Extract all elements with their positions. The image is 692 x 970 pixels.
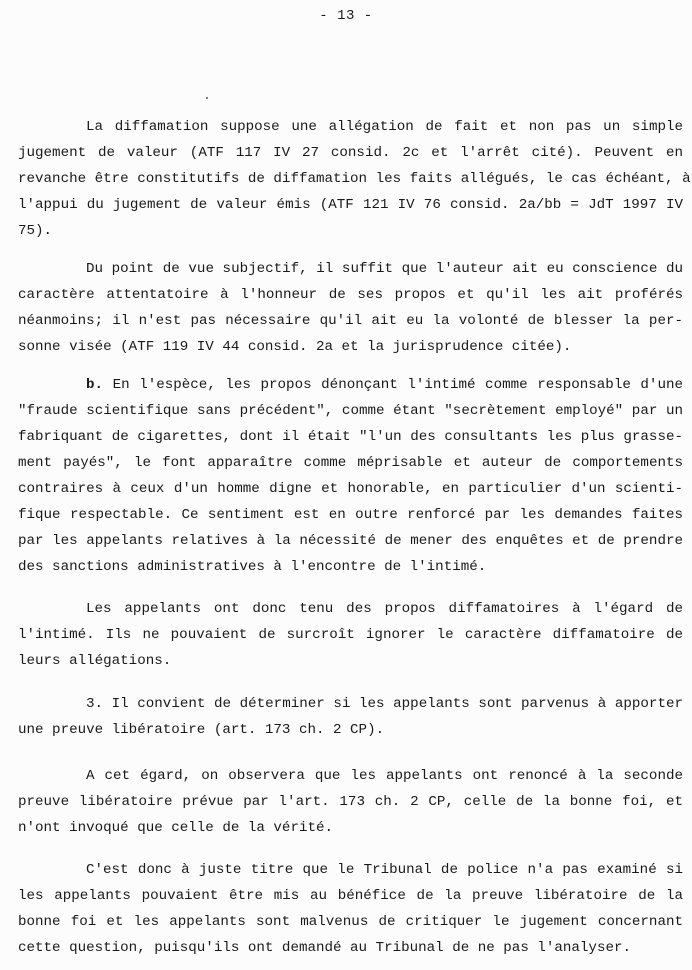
paragraph-police-tribunal bbox=[18, 857, 683, 961]
text-line: caractère attentatoire à l'honneur de ses propos et qu'il les ait proférés bbox=[18, 287, 683, 303]
text-line: Les appelants ont donc tenu des propos diffamatoires à l'égard de bbox=[86, 601, 683, 617]
text-line: contraires à ceux d'un homme digne et honorable, en particulier d'un scienti- bbox=[18, 481, 683, 497]
text-line: sonne visée (ATF 119 IV 44 consid. 2a et la jurisprudence citée). bbox=[18, 339, 572, 355]
text-line: une preuve libératoire (art. 173 ch. 2 CP). bbox=[18, 722, 385, 738]
paragraph-defamation-definition bbox=[18, 114, 691, 244]
scan-speck bbox=[206, 97, 208, 99]
text-line: néanmoins; il n'est pas nécessaire qu'il ait eu la volonté de blesser la per- bbox=[18, 313, 683, 329]
text-line: bonne foi et les appelants sont malvenus de critiquer le jugement concernant bbox=[18, 914, 683, 930]
page-number: - 13 - bbox=[319, 8, 373, 24]
text-line: Du point de vue subjectif, il suffit que l'auteur ait eu conscience du bbox=[86, 261, 683, 277]
text-line: n'ont invoqué que celle de la vérité. bbox=[18, 820, 334, 836]
paragraph-in-this-case bbox=[18, 372, 683, 580]
text-line: leurs allégations. bbox=[18, 653, 172, 669]
text-run: En l'espèce, les propos dénonçant l'intimé comme responsable d'une bbox=[103, 377, 683, 393]
text-line: l'appui du jugement de valeur émis (ATF 121 IV 76 consid. 2a/bb = JdT 1997 IV bbox=[18, 197, 683, 213]
paragraph-subjective-element bbox=[18, 256, 683, 360]
text-line: "fraude scientifique sans précédent", comme étant "secrètement employé" par un bbox=[18, 403, 683, 419]
text-line: 75). bbox=[18, 223, 53, 239]
text-line: La diffamation suppose une allégation de fait et non pas un simple bbox=[86, 119, 683, 135]
text-line bbox=[18, 372, 683, 398]
section-marker-b: b. bbox=[86, 377, 104, 393]
text-line: des sanctions administratives à l'encontre de l'intimé. bbox=[18, 559, 487, 575]
text-line: fabriquant de cigarettes, dont il était "l'un des consultants les plus grasse- bbox=[18, 429, 683, 445]
text-line: 3. Il convient de déterminer si les appelants sont parvenus à apporter bbox=[86, 696, 683, 712]
text-line: cette question, puisqu'ils ont demandé au Tribunal de ne pas l'analyser. bbox=[18, 940, 631, 956]
text-line: jugement de valeur (ATF 117 IV 27 consid. 2c et l'arrêt cité). Peuvent en bbox=[18, 145, 683, 161]
text-line: ment payés", le font apparaître comme méprisable et auteur de comportements bbox=[18, 455, 683, 471]
text-line: revanche être constitutifs de diffamation les faits allégués, le cas échéant, à bbox=[18, 171, 691, 187]
text-line: fique respectable. Ce sentiment est en outre renforcé par les demandes faites bbox=[18, 507, 683, 523]
paragraph-good-faith-waived bbox=[18, 763, 683, 841]
paragraph-exculpatory-proof bbox=[18, 691, 683, 743]
text-line: les appelants pouvaient être mis au bénéfice de la preuve libératoire de la bbox=[18, 888, 683, 904]
paragraph-conclusion-defamatory bbox=[18, 596, 683, 674]
text-line: A cet égard, on observera que les appelants ont renoncé à la seconde bbox=[86, 768, 683, 784]
text-line: C'est donc à juste titre que le Tribunal de police n'a pas examiné si bbox=[86, 862, 683, 878]
text-line: par les appelants relatives à la nécessité de mener des enquêtes et de prendre bbox=[18, 533, 683, 549]
text-line: preuve libératoire prévue par l'art. 173 ch. 2 CP, celle de la bonne foi, et bbox=[18, 794, 683, 810]
text-line: l'intimé. Ils ne pouvaient de surcroît ignorer le caractère diffamatoire de bbox=[18, 627, 683, 643]
